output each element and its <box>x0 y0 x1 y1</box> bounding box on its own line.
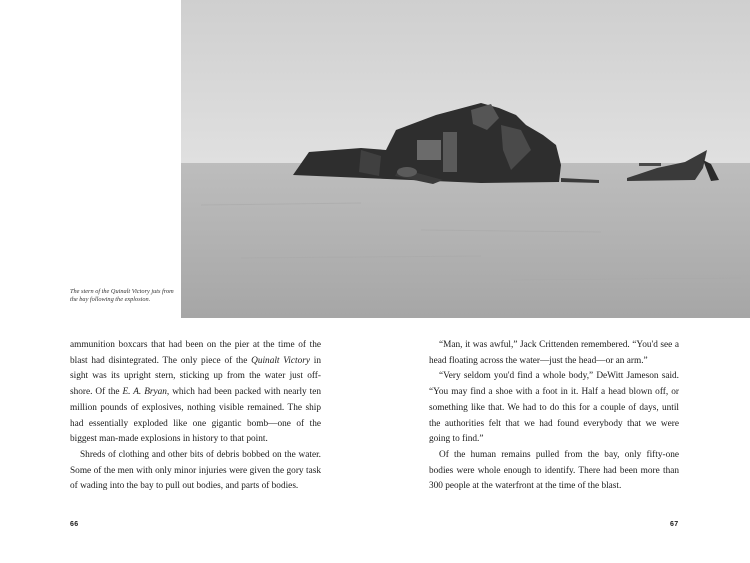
caption-text: The stern of the Quinalt Victory juts from the bay following the explosion. <box>70 288 174 304</box>
left-paragraph-1 <box>70 338 321 448</box>
page-number-left: 66 <box>70 521 79 528</box>
wreck-photo-image <box>181 0 750 318</box>
ship-name-bryan: E. A. Bryan <box>122 387 167 398</box>
ship-name-quinalt: Quinalt Victory <box>251 355 310 366</box>
right-paragraph-1: “Man, it was awful,” Jack Crittenden remembered. “You'd see a head floating across the water—just the head—or an arm.” <box>429 340 679 366</box>
right-page-text <box>429 338 679 495</box>
photo-water <box>181 163 750 318</box>
left-page-text <box>70 338 321 495</box>
left-p1-c: , which had been packed with nearly ten million pounds of explosives, nothing visible remained. The ship had essentially exploded like one gigantic bomb—one of the biggest man-made explosions in history to that point. <box>70 387 321 445</box>
page-number-right: 67 <box>670 521 679 528</box>
right-paragraph-3: Of the human remains pulled from the bay, only fifty-one bodies were whole enough to identify. There had been more than 300 people at the waterfront at the time of the blast. <box>429 449 679 492</box>
left-p1-b: in sight was its upright stern, sticking up from the water just off-shore. Of the <box>70 355 321 398</box>
photo-caption <box>70 288 174 305</box>
left-paragraph-2: Shreds of clothing and other bits of debris bobbed on the water. Some of the men with only minor injuries were given the gory task of wading into the bay to pull out bodies, and parts of bodies. <box>70 449 321 492</box>
wreck-photograph <box>181 0 750 318</box>
right-paragraph-2: “Very seldom you'd find a whole body,” DeWitt Jameson said. “You may find a shoe with a foot in it. Half a head blown off, or something like that. We had to do this for a couple of days, until the authorities felt that we had found everybody that we were going to find.” <box>429 371 679 445</box>
left-p1-a: ammunition boxcars that had been on the pier at the time of the blast had disintegrated. The only piece of the <box>70 340 321 366</box>
